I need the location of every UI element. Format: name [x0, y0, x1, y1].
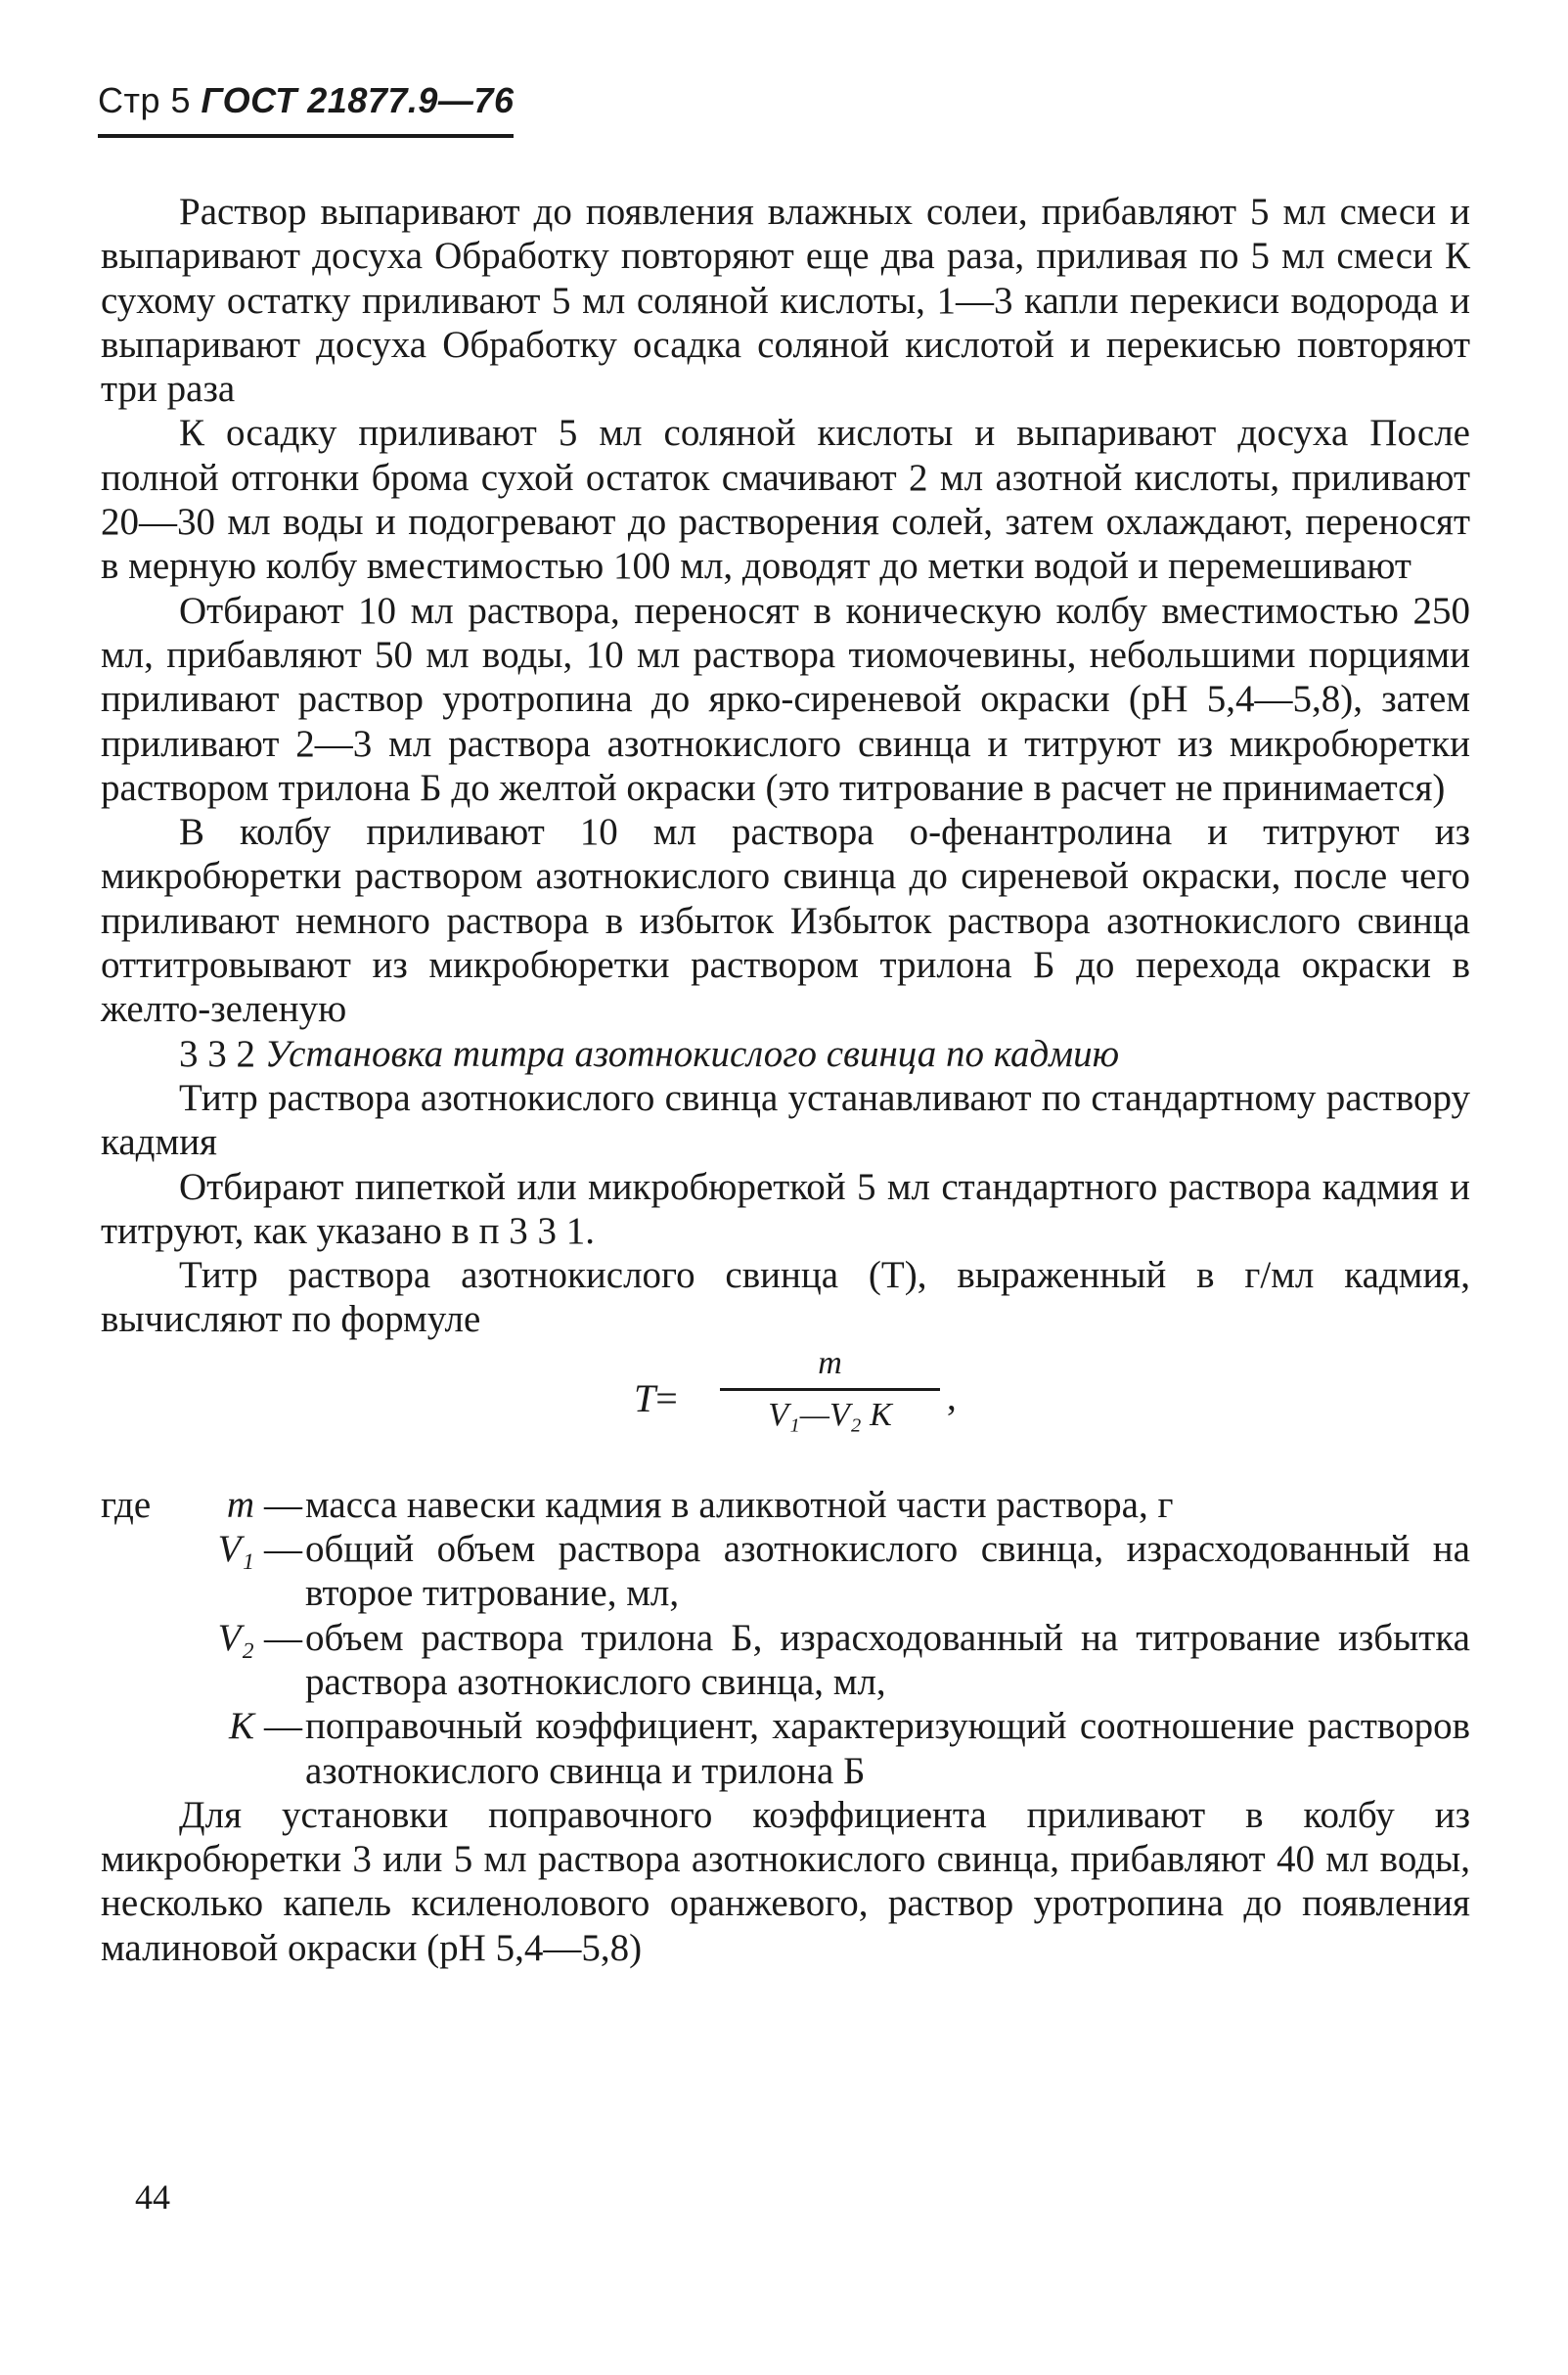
- paragraph-6: Отбирают пипеткой или микробюреткой 5 мл стандартного раствора кадмия и титруют, как указано в п 3 3 1.: [101, 1165, 1470, 1252]
- paragraph-5: Титр раствора азотнокислого свинца устанавливают по стандартному раствору кадмия: [101, 1076, 1470, 1164]
- formula-lhs: [634, 1376, 678, 1420]
- formula-comma: ,: [947, 1375, 957, 1418]
- paragraph-3: Отбирают 10 мл раствора, переносят в коническую колбу вместимостью 250 мл, прибавляют 50 мл воды, 10 мл раствора тиомочевины, небольшими порциями приливают раствор уротропина до ярко-сиреневой окраски (рН 5,4—5,8), затем приливают 2—3 мл раствора азотнокислого свинца и титруют из микробюретки раствором трилона Б до желтой окраски (это титрование в расчет не принимается): [101, 589, 1470, 809]
- formula-fraction: [720, 1342, 940, 1437]
- header-rule: [98, 134, 514, 138]
- formula-symbol-t: T: [634, 1375, 656, 1420]
- definition-row: [101, 1616, 1470, 1705]
- paragraph-2: К осадку приливают 5 мл соляной кислоты и выпаривают досуха После полной отгонки брома сухой остаток смачивают 2 мл азотной кислоты, приливают 20—30 мл воды и подогревают до растворения солей, затем охлаждают, переносят в мерную колбу вместимостью 100 мл, доводят до метки водой и перемешивают: [101, 412, 1470, 588]
- section-title: Установка титра азотнокислого свинца по кадмию: [264, 1032, 1120, 1075]
- section-heading: [101, 1032, 1470, 1076]
- paragraph-8: Для установки поправочного коэффициента приливают в колбу из микробюретки 3 или 5 мл раствора азотнокислого свинца, прибавляют 40 мл воды, несколько капель ксиленолового оранжевого, раствор уротропина до появления малиновой окраски (рН 5,4—5,8): [101, 1793, 1470, 1969]
- page-number: 44: [135, 2177, 170, 2217]
- definition-text: масса навески кадмия в аликвотной части раствора, г: [305, 1483, 1174, 1526]
- titer-formula: [101, 1342, 1470, 1463]
- formula-equals: =: [655, 1375, 678, 1420]
- fraction-bar: [720, 1388, 940, 1391]
- standard-number: ГОСТ 21877.9—76: [201, 80, 515, 120]
- definition-symbol: K: [228, 1705, 254, 1748]
- definition-dash: —: [264, 1483, 302, 1526]
- definition-dash: —: [264, 1616, 302, 1659]
- definition-text: объем раствора трилона Б, израсходованный на титрование избытка раствора азотнокислого свинца, мл,: [305, 1616, 1470, 1703]
- document-body: [101, 190, 1470, 1970]
- definition-row: [101, 1527, 1470, 1616]
- paragraph-7: Титр раствора азотнокислого свинца (Т), выраженный в г/мл кадмия, вычисляют по формуле: [101, 1254, 1470, 1341]
- paragraph-1: Раствор выпаривают до появления влажных солеи, прибавляют 5 мл смеси и выпаривают досуха Обработку повторяют еще два раза, приливая по 5 мл смеси К сухому остатку приливают 5 мл соляной кислоты, 1—3 капли перекиси водорода и выпаривают досуха Обработку осадка соляной кислотой и перекисью повторяют три раза: [101, 191, 1470, 411]
- section-number: 3 3 2: [179, 1032, 255, 1075]
- definition-dash: —: [264, 1705, 302, 1748]
- definition-row: [101, 1704, 1470, 1793]
- formula-numerator: m: [818, 1344, 842, 1381]
- definition-row: [101, 1483, 1470, 1527]
- definition-symbol: V₂: [217, 1616, 254, 1659]
- page-header: [98, 80, 514, 121]
- formula-denominator: V₁—V₂ K: [768, 1396, 892, 1433]
- definition-text: общий объем раствора азотнокислого свинца, израсходованный на второе титрование, мл,: [305, 1528, 1470, 1615]
- variable-definitions: [101, 1483, 1470, 1793]
- paragraph-4: В колбу приливают 10 мл раствора о-фенантролина и титруют из микробюретки раствором азотнокислого свинца до сиреневой окраски, после чего приливают немного раствора в избыток Избыток раствора азотнокислого свинца оттитровывают из микробюретки раствором трилона Б до перехода окраски в желто-зеленую: [101, 811, 1470, 1031]
- page-header-prefix: Стр 5: [98, 80, 192, 120]
- definition-symbol: m: [226, 1483, 254, 1526]
- definition-text: поправочный коэффициент, характеризующий соотношение растворов азотнокислого свинца и трилона Б: [305, 1705, 1470, 1792]
- definition-dash: —: [264, 1528, 302, 1571]
- definitions-lead: где: [101, 1483, 152, 1526]
- definition-symbol: V₁: [217, 1528, 254, 1571]
